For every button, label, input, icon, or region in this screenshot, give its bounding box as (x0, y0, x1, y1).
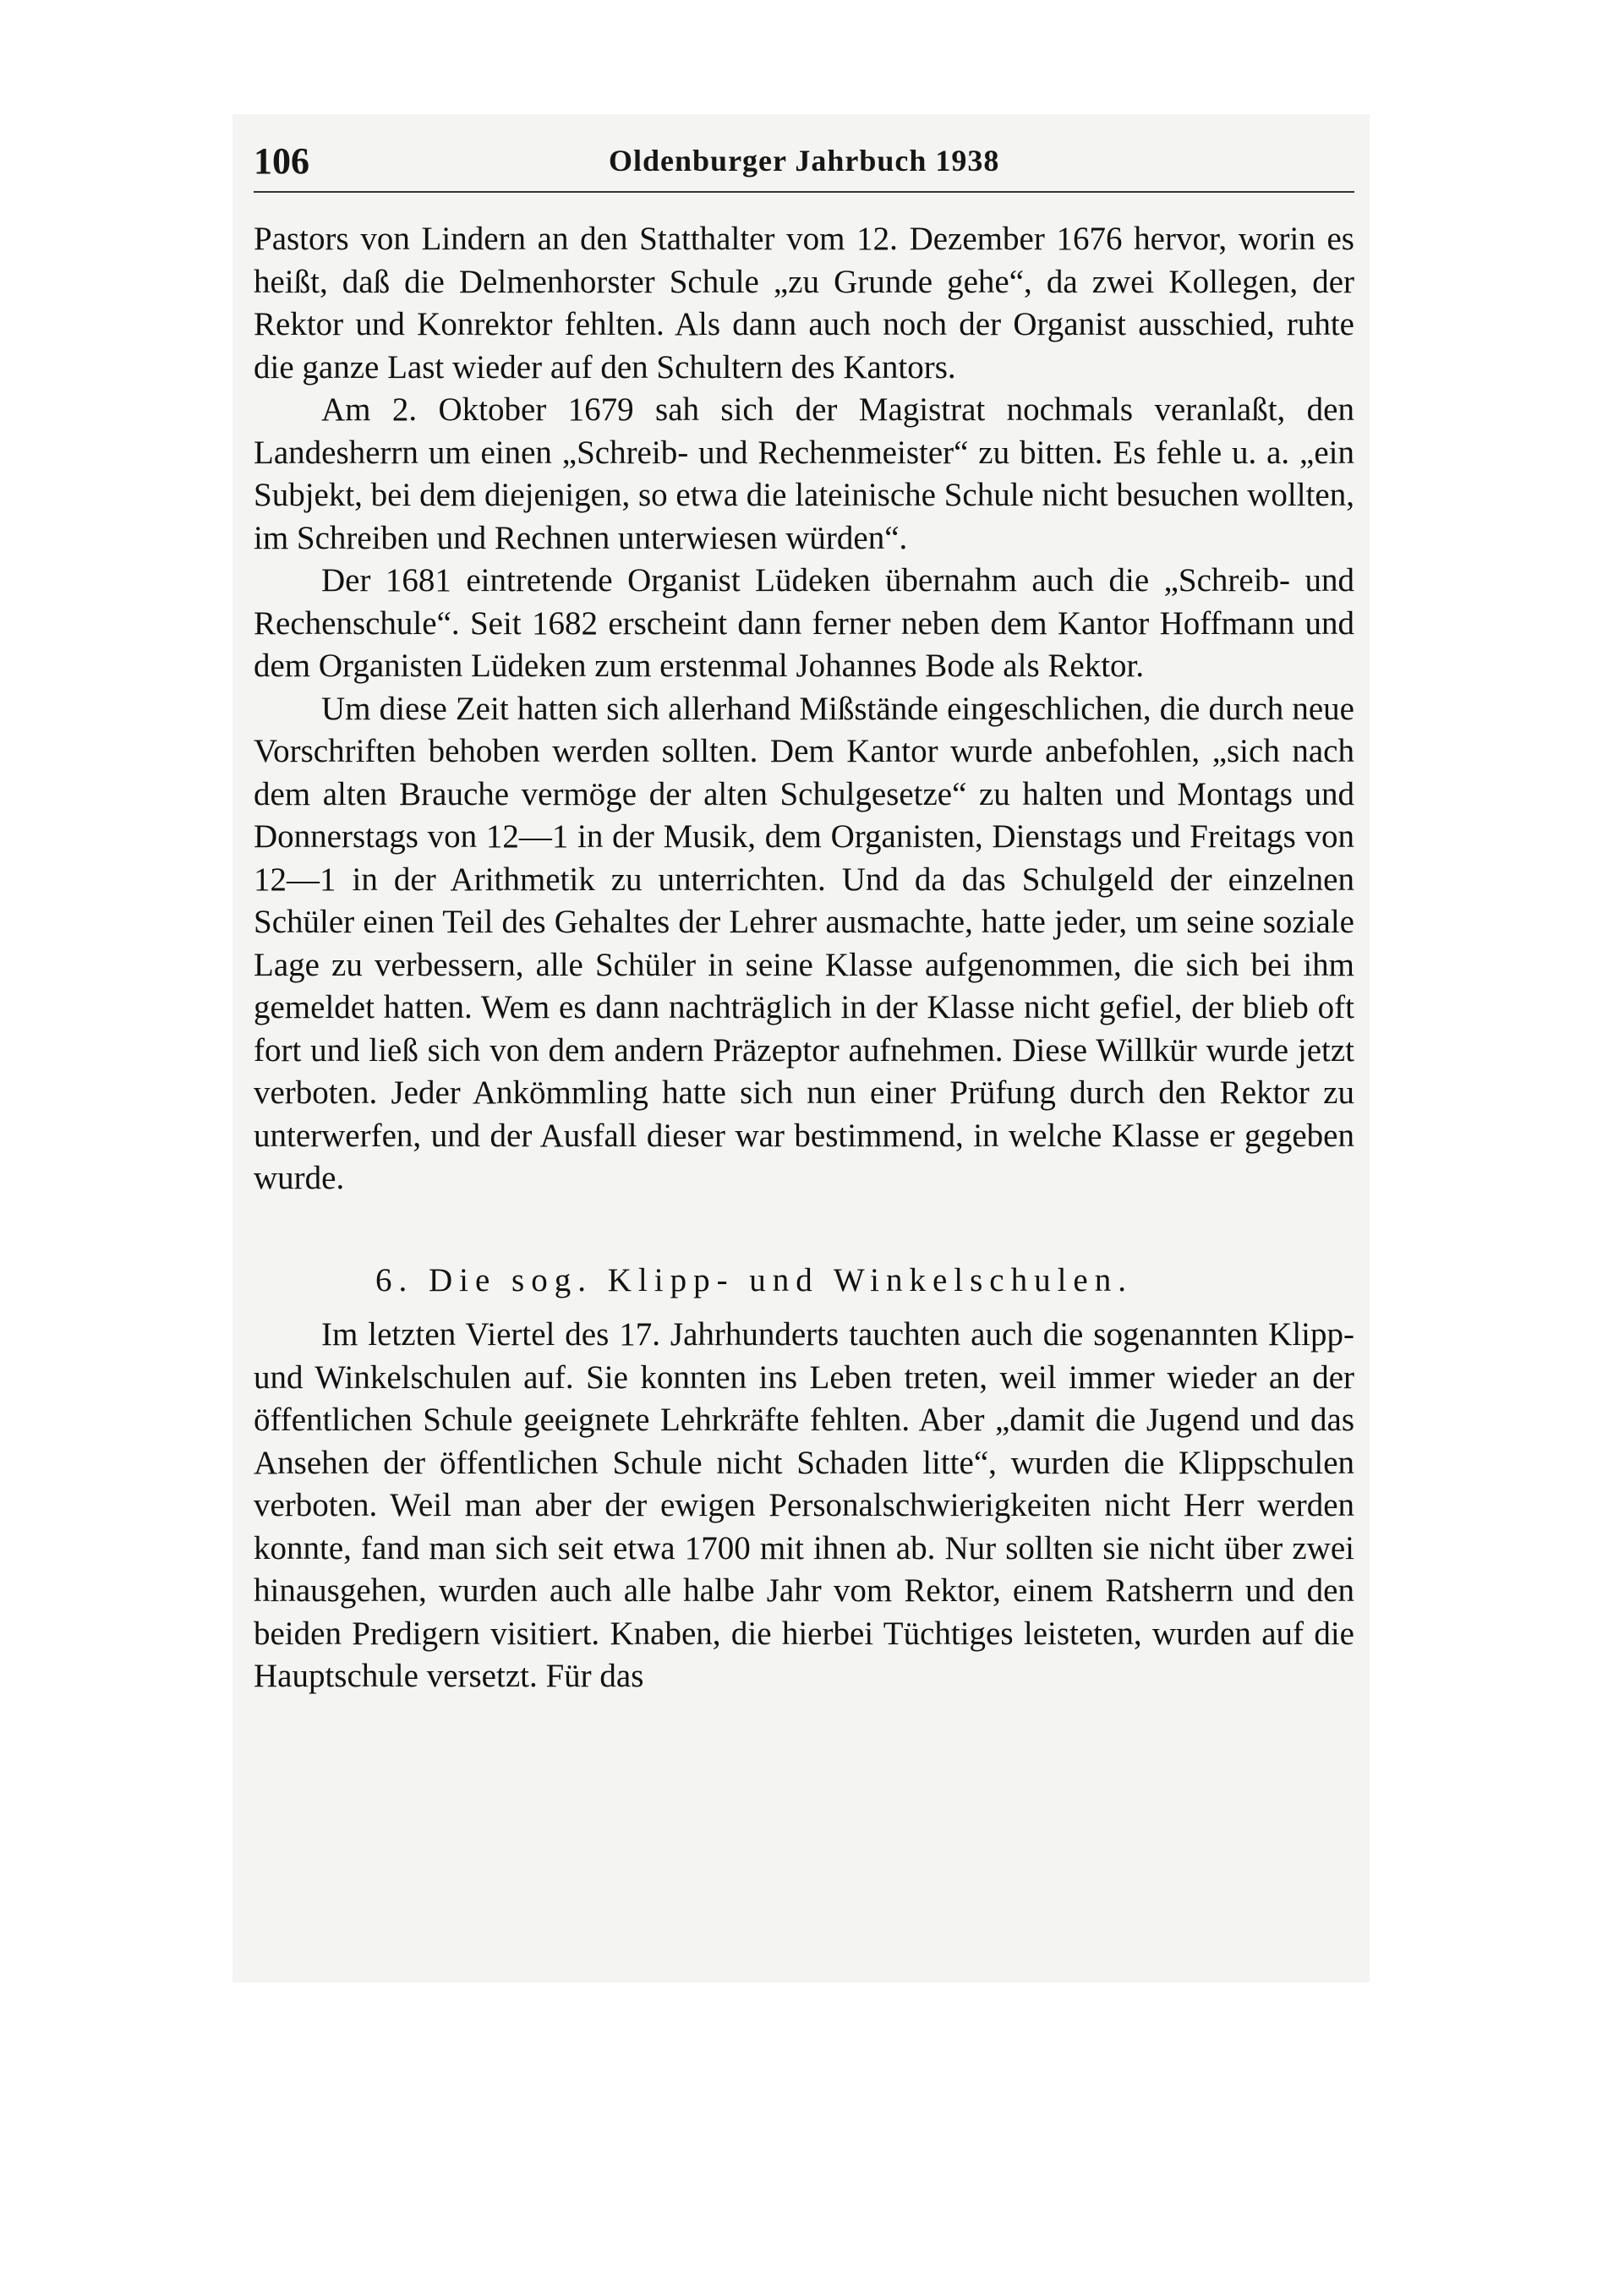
paragraph-3: Der 1681 eintretende Organist Lüdeken übernahm auch die „Schreib- und Rechenschule“. Seit 1682 erscheint dann ferner neben dem Kantor Hoffmann und dem Organisten Lüdeken zum erstenmal Johannes Bode als Rektor. (254, 562, 1354, 684)
running-head: Oldenburger Jahrbuch 1938 (609, 144, 1000, 178)
paragraph-1: Pastors von Lindern an den Statthalter vom 12. Dezember 1676 hervor, worin es heißt, daß die Delmenhorster Schule „zu Grunde gehe“, da zwei Kollegen, der Rektor und Konrektor fehlten. Als dann auch noch der Organist ausschied, ruhte die ganze Last wieder auf den Schultern des Kantors. (254, 221, 1354, 385)
page-number: 106 (254, 140, 309, 182)
paragraph-4: Um diese Zeit hatten sich allerhand Mißstände eingeschlichen, die durch neue Vorschriften behoben werden sollten. Dem Kantor wurde anbefohlen, „sich nach dem alten Brauche vermöge der alten Schulgesetze“ zu halten und Montags und Donnerstags von 12—1 in der Musik, dem Organisten, Dienstags und Freitags von 12—1 in der Arithmetik zu unterrichten. Und da das Schulgeld der einzelnen Schüler einen Teil des Gehaltes der Lehrer ausmachte, hatte jeder, um seine soziale Lage zu verbessern, alle Schüler in seine Klasse aufgenommen, die sich bei ihm gemeldet hatten. Wem es dann nachträglich in der Klasse nicht gefiel, der blieb oft fort und ließ sich von dem andern Präzeptor aufnehmen. Diese Willkür wurde jetzt verboten. Jeder Ankömmling hatte sich nun einer Prüfung durch den Rektor zu unterwerfen, und der Ausfall dieser war bestimmend, in welche Klasse er gegeben wurde. (254, 690, 1354, 1196)
page-header (254, 139, 1353, 190)
section-heading: 6. Die sog. Klipp- und Winkelschulen. (375, 1261, 1133, 1298)
paragraph-2: Am 2. Oktober 1679 sah sich der Magistrat nochmals veranlaßt, den Landesherrn um einen „Schreib- und Rechenmeister“ zu bitten. Es fehle u. a. „ein Subjekt, bei dem diejenigen, so etwa die lateinische Schule nicht besuchen wollten, im Schreiben und Rechnen unterwiesen würden“. (254, 391, 1354, 556)
body-text (254, 218, 1354, 1698)
header-rule (254, 191, 1354, 193)
paragraph-5: Im letzten Viertel des 17. Jahrhunderts tauchten auch die sogenannten Klipp- und Winkelschulen auf. Sie konnten ins Leben treten, weil immer wieder an der öffentlichen Schule geeignete Lehrkräfte fehlten. Aber „damit die Jugend und das Ansehen der öffentlichen Schule nicht Schaden litte“, wurden die Klippschulen verboten. Weil man aber der ewigen Personalschwierigkeiten nicht Herr werden konnte, fand man sich seit etwa 1700 mit ihnen ab. Nur sollten sie nicht über zwei hinausgehen, wurden auch alle halbe Jahr vom Rektor, einem Ratsherrn und den beiden Predigern visitiert. Knaben, die hierbei Tüchtiges leisteten, wurden auf die Hauptschule versetzt. Für das (254, 1316, 1354, 1694)
